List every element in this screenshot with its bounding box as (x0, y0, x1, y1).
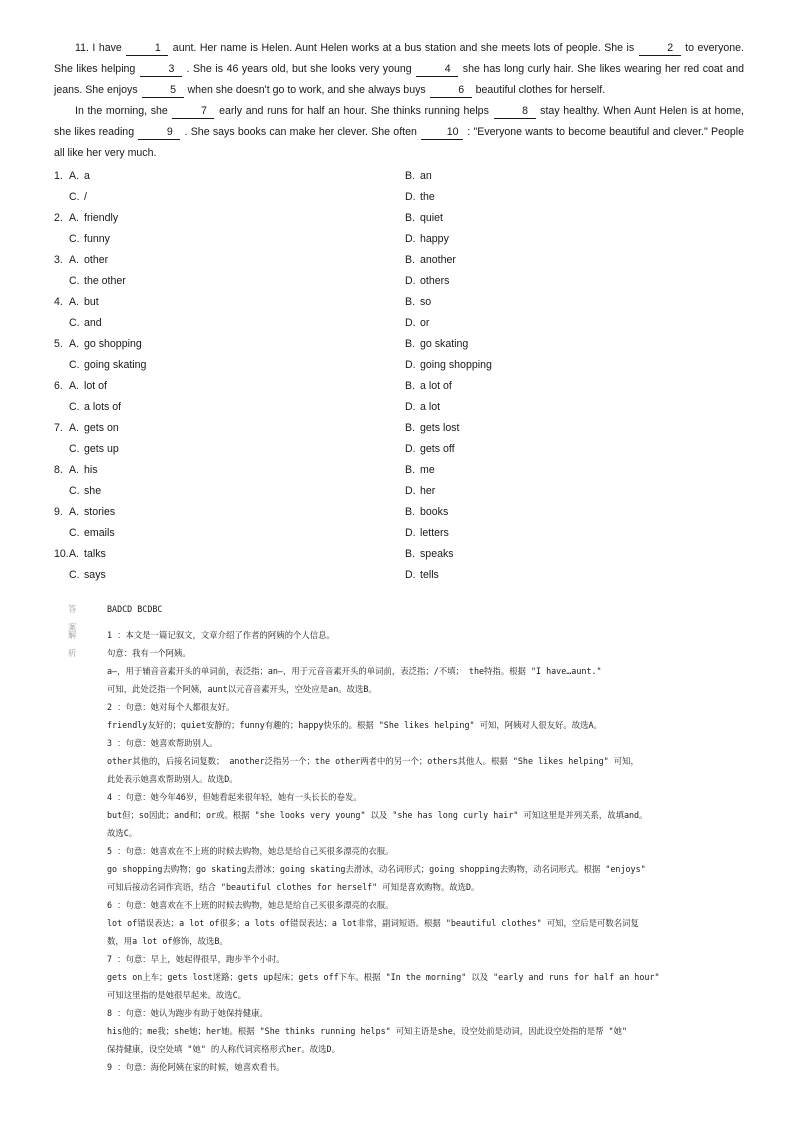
option-letter: D. (405, 233, 416, 245)
question-row (54, 250, 754, 271)
passage-text: early and runs for half an hour. She thinks running helps (215, 105, 493, 117)
option-letter: C. (69, 191, 80, 203)
option-letter: A. (69, 548, 80, 560)
option-letter: B. (405, 170, 416, 182)
option-letter: A. (69, 170, 80, 182)
blank-2[interactable]: 2 (639, 41, 681, 56)
option-text: others (420, 275, 450, 287)
option-letter: C. (69, 275, 80, 287)
option-text: but (84, 296, 99, 308)
option-b[interactable] (405, 460, 435, 481)
option-letter: B. (405, 296, 416, 308)
question-row-cont (54, 271, 754, 292)
option-letter: C. (69, 569, 80, 581)
explanation-line: 5 ：句意：她喜欢在不上班的时候去购物，她总是给自己买很多漂亮的衣服。 (107, 846, 394, 856)
option-text: gets lost (420, 422, 460, 434)
passage-text: aunt. Her name is Helen. Aunt Helen works at a bus station and she meets lots of people. She is (169, 42, 638, 54)
question-row-cont (54, 313, 754, 334)
question-row-cont (54, 397, 754, 418)
option-a[interactable] (69, 208, 118, 229)
option-d[interactable] (405, 187, 435, 208)
option-text: emails (84, 527, 115, 539)
option-text: me (420, 464, 435, 476)
option-text: go skating (420, 338, 469, 350)
option-b[interactable] (405, 292, 431, 313)
option-letter: D. (405, 191, 416, 203)
blank-6[interactable]: 6 (430, 83, 472, 98)
answer-key: BADCD BCDBC (107, 604, 163, 614)
option-text: an (420, 170, 432, 182)
explanation-line: 可知这里指的是她很早起来。故选C。 (107, 990, 247, 1000)
blank-9[interactable]: 9 (138, 125, 180, 140)
option-text: another (420, 254, 456, 266)
explanation-line: lot of错误表达；a lot of很多；a lots of错误表达；a lot非常，副词短语。根据 "beautiful clothes" 可知，空后是可数名词复 (107, 918, 639, 928)
option-text: letters (420, 527, 449, 539)
option-b[interactable] (405, 208, 443, 229)
question-number: 3. (54, 254, 63, 266)
explanation-line: 6 ：句意：她喜欢在不上班的时候去购物，她总是给自己买很多漂亮的衣服。 (107, 900, 394, 910)
option-text: other (84, 254, 109, 266)
question-row (54, 502, 754, 523)
option-d[interactable] (405, 355, 492, 376)
passage-text: 11. I have (75, 42, 126, 54)
option-text: the other (84, 275, 126, 287)
option-letter: D. (405, 359, 416, 371)
explanation-line: gets on上车；gets lost迷路；gets up起床；gets off下车。根据 "In the morning" 以及 "early and runs for half an hour" (107, 972, 660, 982)
option-a[interactable] (69, 418, 119, 439)
option-d[interactable] (405, 481, 435, 502)
question-number: 5. (54, 338, 63, 350)
option-a[interactable] (69, 502, 115, 523)
option-text: a lot (420, 401, 441, 413)
blank-3[interactable]: 3 (140, 62, 182, 77)
option-text: happy (420, 233, 449, 245)
blank-8[interactable]: 8 (494, 104, 536, 119)
option-text: so (420, 296, 432, 308)
option-letter: A. (69, 212, 80, 224)
option-letter: C. (69, 485, 80, 497)
option-letter: C. (69, 317, 80, 329)
option-c[interactable] (69, 439, 119, 460)
option-text: the (420, 191, 435, 203)
option-text: her (420, 485, 436, 497)
explanation-body (107, 626, 747, 1076)
explanation-line: 可知，此处泛指一个阿姨，aunt以元音音素开头，空处应是an。故选B。 (107, 684, 377, 694)
option-b[interactable] (405, 376, 452, 397)
option-d[interactable] (405, 313, 429, 334)
option-d[interactable] (405, 439, 455, 460)
option-letter: A. (69, 422, 80, 434)
explanation-line: 8 ：句意：她认为跑步有助于她保持健康。 (107, 1008, 268, 1018)
option-c[interactable] (69, 355, 146, 376)
option-letter: D. (405, 317, 416, 329)
option-letter: B. (405, 338, 416, 350)
question-row (54, 544, 754, 565)
option-d[interactable] (405, 565, 439, 586)
question-row (54, 376, 754, 397)
question-number: 4. (54, 296, 63, 308)
question-row (54, 334, 754, 355)
option-a[interactable] (69, 460, 98, 481)
explanation-line: go shopping去购物；go skating去滑冰；going skating去滑冰，动名词形式；going shopping去购物，动名词形式。根据 "enjoys" (107, 864, 646, 874)
explanation-line: a—，用于辅音音素开头的单词前，表泛指；an—，用于元音音素开头的单词前，表泛指；/不填； the特指。根据 "I have…aunt." (107, 666, 602, 676)
option-letter: B. (405, 464, 416, 476)
option-text: talks (84, 548, 106, 560)
option-letter: A. (69, 380, 80, 392)
option-a[interactable] (69, 334, 142, 355)
option-a[interactable] (69, 166, 90, 187)
cloze-passage (54, 38, 744, 164)
option-letter: D. (405, 485, 416, 497)
option-text: going shopping (420, 359, 492, 371)
option-d[interactable] (405, 229, 449, 250)
option-text: tells (420, 569, 439, 581)
option-letter: B. (405, 422, 416, 434)
option-letter: A. (69, 506, 80, 518)
option-c[interactable] (69, 271, 126, 292)
option-letter: C. (69, 527, 80, 539)
option-text: says (84, 569, 106, 581)
option-c[interactable] (69, 187, 87, 208)
option-b[interactable] (405, 250, 456, 271)
explanation-tag: 解析 (68, 630, 77, 658)
passage-text: beautiful clothes for herself. (472, 84, 606, 96)
option-text: funny (84, 233, 110, 245)
option-letter: B. (405, 212, 416, 224)
option-letter: A. (69, 338, 80, 350)
option-letter: B. (405, 548, 416, 560)
passage-text: stay healthy. When Aunt Helen is at home, she likes reading (54, 105, 744, 138)
option-a[interactable] (69, 544, 106, 565)
question-row-cont (54, 229, 754, 250)
option-text: going skating (84, 359, 147, 371)
question-row-cont (54, 523, 754, 544)
option-text: or (420, 317, 430, 329)
question-number: 9. (54, 506, 63, 518)
option-c[interactable] (69, 229, 110, 250)
option-d[interactable] (405, 397, 440, 418)
option-b[interactable] (405, 334, 468, 355)
passage-text: . She is 46 years old, but she looks very young (182, 63, 416, 75)
option-letter: D. (405, 401, 416, 413)
explanation-line: 句意：我有一个阿姨。 (107, 648, 191, 658)
explanation-line: 9 ：句意：海伦阿姨在家的时候，她喜欢看书。 (107, 1062, 285, 1072)
option-a[interactable] (69, 376, 107, 397)
passage-text: : "Everyone wants to become beautiful and clever." People all like her very much. (54, 126, 744, 159)
question-row-cont (54, 481, 754, 502)
option-c[interactable] (69, 397, 121, 418)
option-b[interactable] (405, 502, 448, 523)
explanation-line: friendly友好的；quiet安静的；funny有趣的；happy快乐的。根据 "She likes helping" 可知，阿姨对人很友好。故选A。 (107, 720, 602, 730)
blank-7[interactable]: 7 (172, 104, 214, 119)
option-text: she (84, 485, 102, 497)
explanation-line: 7 ：句意：早上，她起得很早，跑步半个小时。 (107, 954, 285, 964)
option-letter: C. (69, 443, 80, 455)
question-number: 6. (54, 380, 63, 392)
explanation-line: his他的；me我；she她；her她。根据 "She thinks running helps" 可知主语是she，设空处前是动词，因此设空处指的是帮 "她" (107, 1026, 628, 1036)
question-row-cont (54, 565, 754, 586)
option-letter: C. (69, 233, 80, 245)
option-text: a (84, 170, 90, 182)
question-row-cont (54, 187, 754, 208)
option-letter: C. (69, 359, 80, 371)
passage-text: she has long curly hair. She likes wearing her red coat and jeans. She enjoys (54, 63, 744, 96)
option-text: quiet (420, 212, 443, 224)
option-letter: D. (405, 275, 416, 287)
option-letter: C. (69, 401, 80, 413)
option-c[interactable] (69, 481, 101, 502)
option-letter: A. (69, 464, 80, 476)
question-row (54, 208, 754, 229)
option-d[interactable] (405, 271, 449, 292)
explanation-line: 数，用a lot of修饰，故选B。 (107, 936, 228, 946)
question-number: 2. (54, 212, 63, 224)
explanation-line: 可知后接动名词作宾语，结合 "beautiful clothes for herself" 可知是喜欢购物。故选D。 (107, 882, 480, 892)
explanation-line: 1 ：本文是一篇记叙文，文章介绍了作者的阿姨的个人信息。 (107, 630, 335, 640)
option-c[interactable] (69, 565, 106, 586)
question-number: 1. (54, 170, 63, 182)
option-letter: D. (405, 443, 416, 455)
option-text: gets up (84, 443, 119, 455)
option-letter: B. (405, 380, 416, 392)
question-row (54, 418, 754, 439)
question-row-cont (54, 439, 754, 460)
question-row (54, 460, 754, 481)
option-text: go shopping (84, 338, 142, 350)
question-list (54, 166, 754, 586)
option-d[interactable] (405, 523, 449, 544)
option-letter: D. (405, 569, 416, 581)
passage-paragraph-2 (54, 101, 744, 164)
option-b[interactable] (405, 166, 432, 187)
option-text: a lot of (420, 380, 452, 392)
option-text: speaks (420, 548, 454, 560)
option-text: friendly (84, 212, 119, 224)
explanation-line: 2 ：句意：她对每个人都很友好。 (107, 702, 235, 712)
passage-paragraph-1 (54, 38, 744, 101)
option-text: gets on (84, 422, 119, 434)
passage-text: In the morning, she (75, 105, 172, 117)
answer-tag: 答案 (68, 604, 77, 632)
option-letter: B. (405, 254, 416, 266)
option-text: stories (84, 506, 116, 518)
option-text: and (84, 317, 102, 329)
option-text: gets off (420, 443, 455, 455)
passage-text: to everyone. She likes helping (54, 42, 745, 75)
option-text: his (84, 464, 98, 476)
option-text: books (420, 506, 449, 518)
explanation-line: 4 ：句意：她今年46岁，但她看起来很年轻，她有一头长长的卷发。 (107, 792, 362, 802)
option-c[interactable] (69, 523, 115, 544)
explanation-line: other其他的，后接名词复数； another泛指另一个；the other两者中的另一个；others其他人。根据 "She likes helping" 可知， (107, 756, 639, 766)
question-number: 8. (54, 464, 63, 476)
passage-text: when she doesn't go to work, and she always buys (184, 84, 429, 96)
explanation-line: 保持健康，设空处填 "她" 的人称代词宾格形式her。故选D。 (107, 1044, 340, 1054)
option-c[interactable] (69, 313, 102, 334)
option-letter: B. (405, 506, 416, 518)
question-row (54, 166, 754, 187)
option-a[interactable] (69, 292, 99, 313)
question-row (54, 292, 754, 313)
blank-1[interactable]: 1 (126, 41, 168, 56)
passage-text: . She says books can make her clever. She often (181, 126, 421, 138)
explanation-line: 此处表示她喜欢帮助别人。故选D。 (107, 774, 238, 784)
option-text: lot of (84, 380, 107, 392)
blank-5[interactable]: 5 (142, 83, 184, 98)
option-letter: A. (69, 296, 80, 308)
option-b[interactable] (405, 544, 454, 565)
question-number: 7. (54, 422, 63, 434)
explanation-line: but但；so因此；and和；or或。根据 "she looks very young" 以及 "she has long curly hair" 可知这里是并列关系，故填and。 (107, 810, 648, 820)
explanation-line: 故选C。 (107, 828, 138, 838)
option-letter: D. (405, 527, 416, 539)
option-b[interactable] (405, 418, 459, 439)
option-a[interactable] (69, 250, 108, 271)
question-row-cont (54, 355, 754, 376)
explanation-line: 3 ：句意：她喜欢帮助别人。 (107, 738, 218, 748)
question-number: 10. (54, 548, 69, 560)
option-letter: A. (69, 254, 80, 266)
option-text: / (84, 191, 87, 203)
blank-4[interactable]: 4 (416, 62, 458, 77)
option-text: a lots of (84, 401, 122, 413)
blank-10[interactable]: 10 (421, 125, 463, 140)
